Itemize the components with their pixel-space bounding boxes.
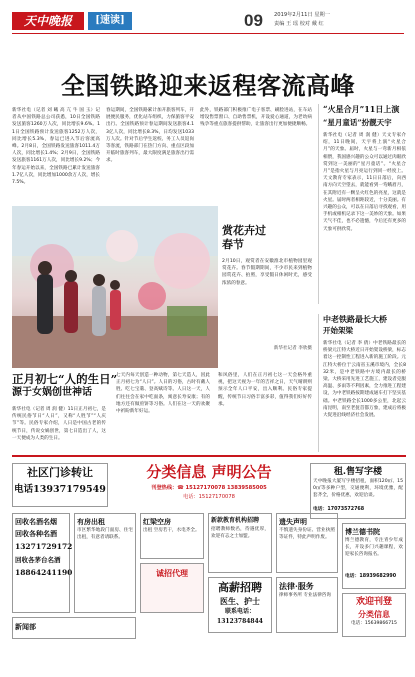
rent-ad <box>310 463 406 519</box>
ads-area <box>12 455 406 671</box>
story2-subtitle: 源于女娲创世神话 <box>12 387 92 398</box>
recruit-ad <box>208 577 272 633</box>
story4-title: 中老铁路最长大桥 <box>323 314 387 324</box>
recruit-phone: 联系电话：13123784844 <box>217 608 263 625</box>
academy-ad <box>342 523 406 589</box>
caption-credit: 新华社记者 李欣摄 <box>273 346 312 351</box>
academy-body: 博兰德教育，专注青少年成长，开设多门兴趣课程，欢迎家长咨询报名。 <box>345 538 403 558</box>
recruit-body: 医生、护士 <box>220 596 260 606</box>
recycle-phone-1: 13271729172 <box>15 542 73 551</box>
classified-hotline: 刊登热线：☎ 15127170078 13839585005 <box>151 485 267 491</box>
story4-subtitle: 开始架梁 <box>323 326 353 335</box>
story4 <box>318 314 406 452</box>
lost-title: 遗失声明 <box>279 517 307 526</box>
room-title: 红梁空房 <box>143 517 171 526</box>
room-body: 出租 空房若干，水电齐全。 <box>143 528 200 533</box>
recycle-sub: 回收各茅台名酒 <box>15 556 61 564</box>
story4-body: 新华社电（记者 李 倩）中老铁路最长的桥梁元江特大桥近日开始架设桥梁，标志着这一控制性工程进入新的施工阶段。元江特大桥位于云南省玉溪市境内，全长832米，是中老铁路中方境内最长的桥梁。大桥采用先进工艺施工，建设者克服高温、多雨等不利因素，全力推进工程建设，为中老铁路按期建成通车打下坚实基础。中老铁路全长1000多公里，北起云南昆明，南至老挝首都万象，建成后将极大促进沿线经济社会发展。 <box>323 341 406 419</box>
lead-col-1: 新华社电（记者 刘 曦 高 亢 牛 国 玉）记者从中国铁路总公司获悉，10日全国铁路发送旅客1260万人次，同比增长9.6%。11日全国铁路预计发送旅客1252万人次，同比增长5.3%，春运已进入节后客流高峰。2月8日，全国铁路发送旅客1011.4万人次，同比增长1.4%；2月9日，全国铁路发送旅客1161万人次，同比增长9.2%；今年春运开始以来，全国铁路已累计发送旅客1.7亿人次，同比增加1000余万人次，增长7.5%。 <box>12 108 100 186</box>
welcome-phone: 电话：15639866715 <box>351 621 397 626</box>
paper-logo: 天中晚报 <box>12 12 84 30</box>
agent-ad <box>140 563 204 613</box>
classified-title: 分类信息 声明公告 <box>146 463 272 481</box>
education-title: 新款教育机构招聘 <box>211 517 260 524</box>
classified-hotline-2: 电话：15127170078 <box>183 494 235 500</box>
welcome-ad <box>342 593 406 637</box>
lead-col-2: 春运期间，全国铁路累计加开旅客列车，开展便民服务，优化站车组织，力保旅客平安出行。全国铁路预计春运期间发送旅客4.13亿人次，同比增长8.3%，日均发送1033万人次。针对节后学生返校、务工人员返岗等客流，铁路部门在热门方向、重点区段加开临时旅客列车，最大限度满足旅客出行需求。 <box>106 108 194 164</box>
recruit-title: 高薪招聘 <box>218 581 262 594</box>
masthead <box>12 8 404 34</box>
caption-title: 赏花卉过春节 <box>222 224 266 251</box>
story2-col-1: 新华社电（记者 周 润 健）11日正月初七，是传统民俗节日“人日”，又称“人胜节”“人庆节”等。民俗专家介绍，人日是中国古老的传统节日，传说女娲创世，第七日造出了人，这一天便成为人类的生日。 <box>12 407 106 441</box>
rent-title: 租.售写字楼 <box>333 467 383 477</box>
room-ad <box>140 513 204 559</box>
academy-phone: 电话：18939682990 <box>345 574 397 579</box>
news-title: 新闻部 <box>15 622 36 631</box>
photo-caption <box>222 224 312 364</box>
clinic-title: 社区门诊转让 <box>27 466 93 479</box>
recycle-phone-2: 18864241190 <box>15 568 73 577</box>
academy-title: 博兰德书院 <box>345 527 380 536</box>
page-number: 09 <box>244 11 263 30</box>
welcome-title-2: 分类信息 <box>358 609 390 619</box>
recycle-title-2: 回收各种名酒 <box>15 529 57 538</box>
lost-body: 不慎遗失身份证、营业执照等证件，特此声明作废。 <box>279 528 335 541</box>
section-tag: [速读] <box>88 12 132 30</box>
flower-photo <box>12 206 218 368</box>
education-ad <box>208 513 272 573</box>
recycle-title: 回收名酒名烟 <box>15 517 57 526</box>
story2 <box>12 372 312 450</box>
agent-title: 诚招代理 <box>156 568 188 578</box>
story3-title: “火星合月”11日上演 <box>323 104 400 114</box>
story3 <box>318 104 406 304</box>
classified-banner <box>114 461 304 509</box>
rental-title: 有房出租 <box>77 517 105 526</box>
law-ad <box>276 577 338 633</box>
recycle-ad <box>12 513 73 613</box>
education-body: 招聘教师数名，待遇优厚，欢迎有志之士加盟。 <box>211 527 269 540</box>
story3-body: 新华社电（记者 周 润 健）天文专家介绍，11日晚间，天宇将上演“火星合月”的天象。届时，火星与一弯新月相依相偎，我国感兴趣的公众可以通过肉眼欣赏到这一美丽的“星月童话”。“火星合月”是指火星与月亮运行到同一经度上。天文教育专家表示，11日日落后，向西南方向天空望去，就能看到一弯蛾眉月，在其附近有一颗呈火红色的亮星，这就是火星。届时两者相距较近，十分美丽。有兴趣的公众，可以在日落后寻找观看，用手机或相机记录下这一美妙的天象。如果天气不佳，也不必遗憾，今后还有更多的天象可供欣赏。 <box>323 133 406 232</box>
lost-notice <box>276 513 338 573</box>
clinic-phone: 电话13937179549 <box>14 484 106 495</box>
lead-col-3: 此外，铁路部门积极推广电子客票、刷脸进站，在车站增设售票窗口、自助售票机，开设爱心通道，为老幼病残孕等重点旅客提供帮助，让旅客出行更加便捷顺畅。 <box>200 108 312 128</box>
rental-body: 市区繁华地段门面房、住宅出租，有意者请联系。 <box>77 528 133 541</box>
news-dept-ad <box>12 617 136 639</box>
photo-scene <box>12 206 218 368</box>
welcome-title: 欢迎刊登 <box>355 597 392 607</box>
law-title: 法律·服务 <box>279 581 314 591</box>
law-body: 律师事务所 专业法律咨询 <box>279 593 331 598</box>
story2-title: 正月初七“人的生日” <box>12 372 118 386</box>
issue-date: 2019年2月11日 星期一 <box>274 12 330 18</box>
story2-col-3: 和风俗里，人们在正月初七这一天会格外重视，把这天视为一年的吉祥之日，天气晴朗则预示全年人口平安，出入顺利。民俗专家提醒，传统节日习俗丰富多彩，值得我们好好传承。 <box>218 373 312 407</box>
caption-body: 2月10日，观赏者在安徽淮北市植物园里观赏花卉。春节假期期间，不少市民来到植物园赏花卉、拍照，享受假日休闲时光，感受浓浓的春意。 <box>222 259 312 286</box>
editors: 责编 王 瑶 校对 戴 红 <box>274 21 324 27</box>
rent-phone: 电话：17073572768 <box>313 507 365 512</box>
story2-col-2: 七天内每天创造一种动物，第七天造人，因此正月初七为“人日”。人日的习俗，古时有戴人胜、吃七宝羹、登高赋诗等。人日这一天，人们往往会在家中吃面条，寓意长寿安康；有的地方还有做煎饼等习俗。人们在这一天的欢聚中祈盼新年好运。 <box>116 373 210 415</box>
clinic-ad <box>12 463 108 507</box>
main-headline: 全国铁路迎来返程客流高峰 <box>61 71 355 100</box>
rental-ad <box>74 513 136 613</box>
rent-body: 天中晚报大厦写字楼招租，面积120㎡、150㎡等多种户型，交通便利，环境优雅，配套齐全，价格优惠，欢迎洽谈。 <box>313 479 403 499</box>
story3-subtitle: “星月童话”扮靓天宇 <box>323 118 392 127</box>
